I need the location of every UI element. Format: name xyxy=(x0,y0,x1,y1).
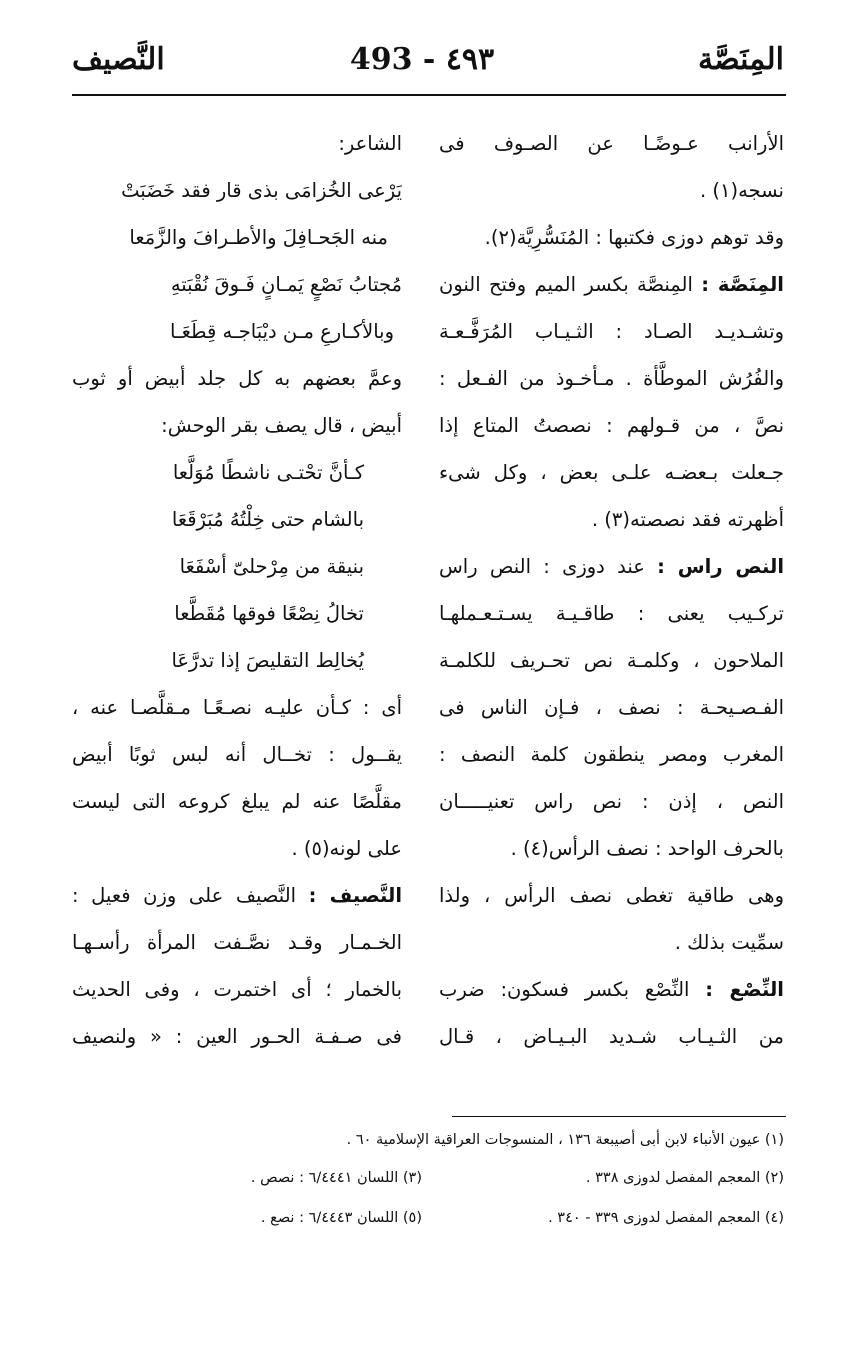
line-text: والفُرُش الموطَّأة . مـأخـوذ من الفـعل : xyxy=(439,367,784,390)
header-entry-right: المِنَصَّة xyxy=(698,42,784,77)
line-text: الملاحون ، وكلمـة نص تحـريف للكلمـة xyxy=(439,649,784,672)
footnote-2: (٢) المعجم المفصل لدوزى ٣٣٨ . xyxy=(585,1170,784,1186)
right-column-line xyxy=(439,496,784,543)
right-column-line xyxy=(439,214,784,261)
right-column-line xyxy=(439,731,784,778)
line-text: يقــول : تخــال أنه لبس ثوبًا أبيض xyxy=(72,743,402,766)
right-column-line xyxy=(439,120,784,167)
line-text: سمِّيت بذلك . xyxy=(674,931,784,954)
line-text: من الثـيـاب شـديد البـيـاض ، قـال xyxy=(439,1025,784,1048)
left-text-column xyxy=(72,120,402,1060)
footnote-divider xyxy=(452,1116,786,1117)
entry-headword: النص راس : xyxy=(657,555,784,578)
left-column-line xyxy=(72,167,402,214)
line-text: النص ، إذن : نص راس تعنيـــــان xyxy=(439,790,784,813)
left-column-line xyxy=(72,590,402,637)
right-column-line xyxy=(439,1013,784,1060)
line-text: الخـمـار وقـد نصَّـفت المرأة رأسـهـا xyxy=(72,931,402,954)
left-column-line xyxy=(72,778,402,825)
footnote-1: (١) عيون الأنباء لابن أبى أصيبعة ١٣٦ ، المنسوجات العراقية الإسلامية ٦٠ . xyxy=(346,1132,784,1148)
line-text: بالشام حتى خِلْتُهُ مُبَرْقَعَا xyxy=(171,508,364,531)
left-column-line xyxy=(72,214,402,261)
line-text: جـعلت بـعضـه علـى بعض ، وكل شىء xyxy=(439,461,784,484)
right-column-line xyxy=(439,355,784,402)
left-column-line xyxy=(72,496,402,543)
right-column-line xyxy=(439,449,784,496)
line-text: وعمَّ بعضهم به كل جلد أبيض أو ثوب xyxy=(72,367,402,390)
right-column-line xyxy=(439,590,784,637)
right-column-line xyxy=(439,637,784,684)
right-column-line xyxy=(439,872,784,919)
line-text: تخالُ نِصْعًا فوقها مُقَطَّعا xyxy=(174,602,364,625)
left-column-line xyxy=(72,543,402,590)
left-column-line xyxy=(72,449,402,496)
line-text: بالحرف الواحد : نصف الرأس(٤) . xyxy=(510,837,784,860)
line-text: مقلَّصًا عنه لم يبلغ كروعه التى ليست xyxy=(72,790,402,813)
line-text: مُجتابُ نَصْعٍ يَمـانٍ فَـوقَ نُقْبَتهِ xyxy=(170,273,402,296)
left-column-line xyxy=(72,684,402,731)
header-divider xyxy=(72,94,786,96)
page-number: 493 - ٤٩٣ xyxy=(349,42,495,77)
line-text: وبالأكـارعِ مـن ديْبَاجـه قِطَعَـا xyxy=(169,320,394,343)
footnote-4: (٤) المعجم المفصل لدوزى ٣٣٩ - ٣٤٠ . xyxy=(548,1210,784,1226)
line-text: نصَّ ، من قـولهم : نصصتُ المتاع إذا xyxy=(439,414,784,437)
right-column-line xyxy=(439,825,784,872)
left-column-line xyxy=(72,355,402,402)
right-column-line xyxy=(439,919,784,966)
line-text: فى صـفـة الحـور العين : « ولنصيف xyxy=(72,1025,402,1048)
right-text-column xyxy=(439,120,784,1060)
line-text: المِنصَّة بكسر الميم وفتح النون xyxy=(439,273,702,296)
right-column-line xyxy=(439,543,784,590)
right-column-line xyxy=(439,684,784,731)
line-text: يُخالِط التقليصَ إذا تدرَّعَا xyxy=(171,649,364,672)
line-text: عند دوزى : النص راس xyxy=(439,555,658,578)
entry-headword: النَّصيف : xyxy=(308,884,402,907)
left-column-line xyxy=(72,872,402,919)
right-column-line xyxy=(439,966,784,1013)
right-column-line xyxy=(439,778,784,825)
left-column-line xyxy=(72,308,402,355)
left-column-line xyxy=(72,825,402,872)
line-text: وتشـديـد الصـاد : الثـيـاب المُرَفَّـعـة xyxy=(439,320,784,343)
line-text: النِّصْع بكسر فسكون: ضرب xyxy=(439,978,706,1001)
line-text: نسجه(١) . xyxy=(700,179,784,202)
right-column-line xyxy=(439,167,784,214)
right-column-line xyxy=(439,402,784,449)
line-text: بنيقة من مِرْحلىّ أسْفَعَا xyxy=(179,555,364,578)
line-text: منه الجَحـافِلَ والأطـرافَ والزَّمَعا xyxy=(129,226,388,249)
footnote-3: (٣) اللسان ٦/٤٤٤١ : نصص . xyxy=(250,1170,422,1186)
line-text: بالخمار ؛ أى اختمرت ، وفى الحديث xyxy=(72,978,402,1001)
line-text: كـأنَّ تحْتـى ناشطًا مُوَلَّعا xyxy=(172,461,364,484)
header-entry-left: النَّصيف xyxy=(72,42,165,77)
line-text: على لونه(٥) . xyxy=(291,837,402,860)
line-text: وهى طاقية تغطى نصف الرأس ، ولذا xyxy=(439,884,784,907)
line-text: يَرْعى الخُزامَى بذى قار فقد خَضَبَتْ xyxy=(121,179,402,202)
left-column-line xyxy=(72,637,402,684)
entry-headword: النِّصْع : xyxy=(705,978,784,1001)
left-column-line xyxy=(72,1013,402,1060)
line-text: الشاعر: xyxy=(338,132,402,155)
left-column-line xyxy=(72,919,402,966)
line-text: أبيض ، قال يصف بقر الوحش: xyxy=(161,414,402,437)
left-column-line xyxy=(72,731,402,778)
line-text: الأرانب عـوضًـا عن الصـوف فى xyxy=(439,132,784,155)
footnote-5: (٥) اللسان ٦/٤٤٤٣ : نصع . xyxy=(260,1210,422,1226)
line-text: النَّصيف على وزن فعيل : xyxy=(72,884,309,907)
right-column-line xyxy=(439,308,784,355)
left-column-line xyxy=(72,120,402,167)
line-text: أظهرته فقد نصصته(٣) . xyxy=(591,508,784,531)
right-column-line xyxy=(439,261,784,308)
left-column-line xyxy=(72,966,402,1013)
line-text: وقد توهم دوزى فكتبها : المُنَسُّرِيَّة(٢). xyxy=(484,226,784,249)
entry-headword: المِنَصَّة : xyxy=(701,273,784,296)
line-text: أى : كـأن عليـه نصـعًـا مـقلَّصـا عنه ، xyxy=(72,696,402,719)
left-column-line xyxy=(72,261,402,308)
line-text: المغرب ومصر ينطقون كلمة النصف : xyxy=(439,743,784,766)
left-column-line xyxy=(72,402,402,449)
line-text: الفـصـيحـة : نصف ، فـإن الناس فى xyxy=(439,696,784,719)
line-text: تركـيب يعنى : طاقـيـة يسـتـعـملهـا xyxy=(439,602,784,625)
